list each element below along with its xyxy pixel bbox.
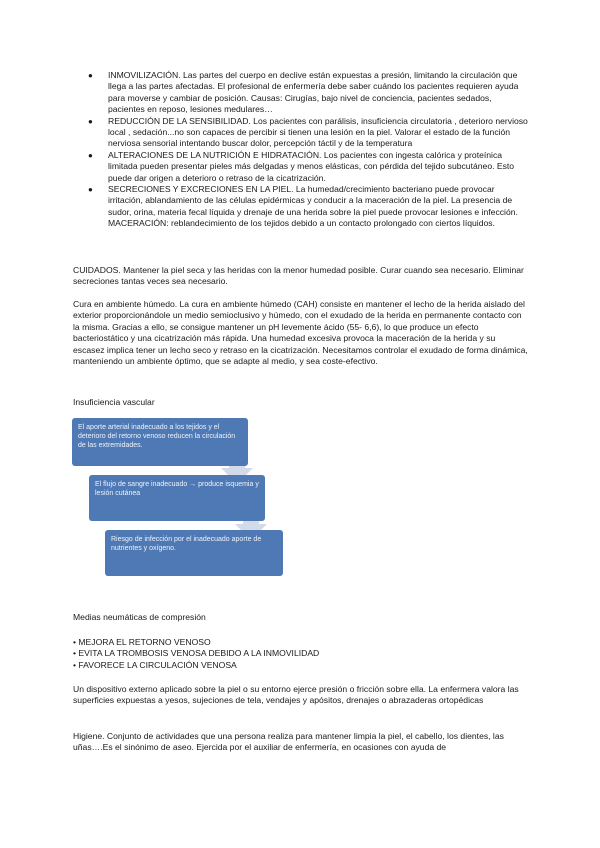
list-item-text: REDUCCIÓN DE LA SENSIBILIDAD. Los pacientes con parálisis, insuficiencia circulatoria , deterioro nervioso local , sedación...no son capaces de percibir si tienen una lesión en la piel. Valorar el estado de la función nerviosa sensorial intentando buscar dolor, percepción táctil y de la temperatura	[108, 115, 528, 149]
list-item: • MEJORA EL RETORNO VENOSO	[73, 637, 211, 647]
list-item	[88, 150, 528, 184]
cura-paragraph: Cura en ambiente húmedo. La cura en ambiente húmedo (CAH) consiste en mantener el lecho de la herida aislado del exterior proporcionándole un medio semioclusivo y húmedo, con el exudado de la herida en permanente contacto con la misma. Gracias a ello, se consigue mantener un pH levemente ácido (55- 6,6), lo que produce un efecto bacteriostático y una cicatrización más rápida. Una humedad excesiva provoca la maceración de la herida y su escasez implica tener un lecho seco y retraso en la cicatrización. Necesitamos controlar el exudado de forma dinámica, manteniendo un ambiente óptimo, que se adapte al medio, y sea coste-efectivo.	[73, 299, 528, 367]
list-item: • FAVORECE LA CIRCULACIÓN VENOSA	[73, 659, 237, 670]
bullet-icon: ●	[88, 116, 93, 126]
dispositivo-paragraph: Un dispositivo externo aplicado sobre la piel o su entorno ejerce presión o fricción sobre ella. La enfermera valora las superficies expuestas a yesos, sujeciones de tela, vendajes y apósitos, drenajes o abrazaderas ortopédicas	[73, 684, 519, 706]
list-item-text: ALTERACIONES DE LA NUTRICIÓN E HIDRATACIÓN. Los pacientes con ingesta calórica y proteínica limitada pueden presentar pieles más delgadas y menos elásticas, con pérdida del tejido subcutáneo. Esto puede dar origen a deterioro o retraso de la cicatrización.	[108, 149, 515, 183]
list-item-text: INMOVILIZACIÓN. Las partes del cuerpo en declive están expuestas a presión, limitando la circulación que llega a las partes afectadas. El profesional de enfermería debe saber cuándo los pacientes requieren ayuda para moverse y cambiar de posición. Causas: Cirugías, bajo nivel de conciencia, pacientes sedados, pacientes en reposo, lesiones medulares…	[108, 70, 519, 115]
list-item: • EVITA LA TROMBOSIS VENOSA DEBIDO A LA INMOVILIDAD	[73, 648, 320, 659]
medias-list	[73, 637, 528, 671]
bullet-icon: ●	[88, 185, 93, 195]
diagram-box-arterial: El aporte arterial inadecuado a los tejidos y el deterioro del retorno venoso reducen la circulación de las extremidades.	[72, 418, 248, 466]
list-item	[88, 184, 528, 230]
bullet-icon: ●	[88, 71, 93, 80]
medias-heading: Medias neumáticas de compresión	[73, 612, 206, 622]
higiene-paragraph: Higiene. Conjunto de actividades que una persona realiza para mantener limpia la piel, el cabello, los dientes, las uñas….Es el sinónimo de aseo. Ejercida por el auxiliar de enfermería, en ocasiones con ayuda de	[73, 731, 504, 753]
diagram-box-infeccion: Riesgo de infección por el inadecuado aporte de nutrientes y oxígeno.	[105, 530, 283, 576]
diagram-box-flujo: El flujo de sangre inadecuado → produce isquemia y lesión cutánea	[89, 475, 265, 521]
list-item	[88, 116, 528, 150]
risk-factor-list	[88, 70, 528, 230]
list-item	[88, 70, 528, 116]
cuidados-paragraph: CUIDADOS. Mantener la piel seca y las heridas con la menor humedad posible. Curar cuando sea necesario. Eliminar secreciones tantas veces sea necesario.	[73, 265, 524, 287]
insuficiencia-heading: Insuficiencia vascular	[73, 397, 155, 407]
list-item-text: SECRECIONES Y EXCRECIONES EN LA PIEL. La humedad/crecimiento bacteriano puede provocar irritación, ablandamiento de las células epidérmicas y conducir a la maceración de la piel. La presencia de sudor, orina, materia fecal líquida y drenaje de una herida sobre la piel puede provocar lesiones e infección. MACERACIÓN: reblandecimiento de los tejidos debido a un contacto prolongado con ciertos líquidos.	[108, 184, 518, 229]
bullet-icon: ●	[88, 150, 93, 160]
